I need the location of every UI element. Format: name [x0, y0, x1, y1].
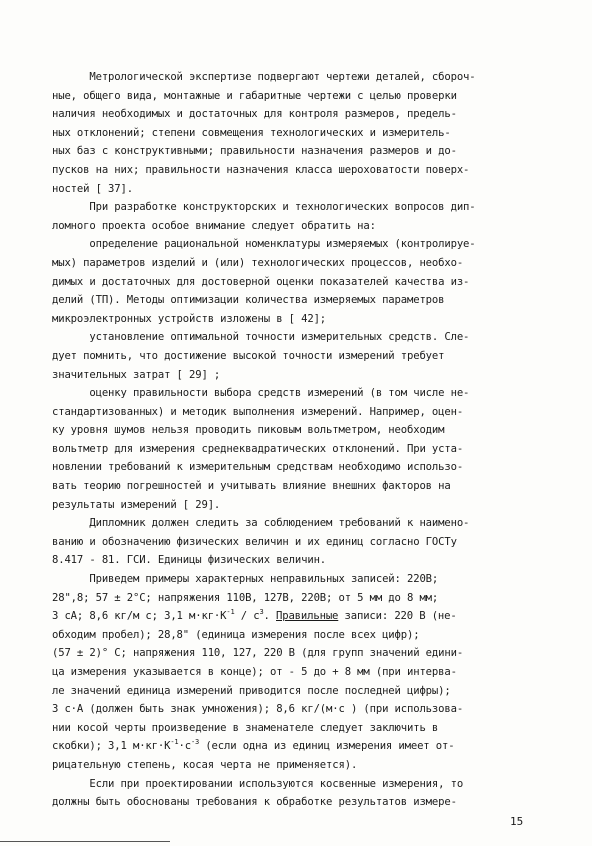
text-line: микроэлектронных устройств изложены в [ 42];: [52, 312, 327, 325]
body-text: [52, 68, 532, 812]
text-line: нии косой черты произведение в знаменателе следует заключить в: [52, 721, 439, 734]
text-line: новлении требований к измерительным средствам необходимо использо-: [52, 461, 464, 474]
text-line: оценку правильности выбора средств измерений (в том числе не-: [52, 387, 470, 400]
text-line: 28",8; 57 ± 2°С; напряжения 110В, 127В, 220В; от 5 мм до 8 мм;: [52, 591, 439, 604]
text-line: делий (ТП). Методы оптимизации количества измеряемых параметров: [52, 294, 445, 307]
text-line: Метрологической экспертизе подвергают чертежи деталей, сбороч-: [52, 71, 476, 83]
text-line: димых и достаточных для достоверной оценки показателей качества из-: [52, 275, 470, 288]
text-line: ле значений единица измерений приводится после последней цифры);: [52, 684, 451, 697]
text-line: определение рациональной номенклатуры измеряемых (контролируе-: [52, 238, 476, 251]
text-line: ных отклонений; степени совмещения технологических и измеритель-: [52, 126, 451, 139]
text-line: вать теорию погрешностей и учитывать влияние внешних факторов на: [52, 480, 451, 493]
text-line: рицательную степень, косая черта не применяется).: [52, 758, 358, 771]
text-line: ванию и обозначению физических величин и их единиц согласно ГОСТу: [52, 535, 457, 548]
text-line: вольтметр для измерения среднеквадратических отклонений. При уста-: [52, 442, 464, 455]
text-line: стандартизованных) и методик выполнения измерений. Например, оцен-: [52, 405, 464, 418]
text-line: При разработке конструкторских и технологических вопросов дип-: [52, 201, 476, 214]
text-line: ломного проекта особое внимание следует обратить на:: [52, 219, 376, 232]
text-line: обходим пробел); 28,8" (единица измерения после всех цифр);: [52, 628, 420, 641]
text-line: ку уровня шумов нельзя проводить пиковым вольтметром, необходим: [52, 424, 445, 437]
text-line: ностей [ 37].: [52, 182, 133, 195]
formula-text: .: [263, 610, 276, 623]
text-line: ца измерения указывается в конце); от - 5 до + 8 мм (при интерва-: [52, 666, 457, 678]
underlined-term: Правильные: [276, 610, 339, 623]
text-line: Дипломник должен следить за соблюдением требований к наимено-: [52, 517, 470, 530]
text-line: 3 с·А (должен быть знак умножения); 8,6 кг/(м·с ) (при использова-: [52, 703, 464, 716]
text-line: Если при проектировании используются косвенные измерения, то: [52, 777, 464, 790]
text-line: мых) параметров изделий и (или) технологических процессов, необхо-: [52, 256, 464, 269]
exponent: 3: [259, 608, 264, 617]
text-line: должны быть обоснованы требования к обработке результатов измере-: [52, 796, 457, 809]
text-line: 8.417 - 81. ГСИ. Единицы физических величин.: [52, 554, 327, 567]
text-line: ных баз с конструктивными; правильности назначения размеров и до-: [52, 145, 457, 158]
text-line: ные, общего вида, монтажные и габаритные чертежи с целью проверки: [52, 89, 457, 102]
exponent: -1: [226, 608, 235, 617]
formula-text: скобки); 3,1 м·кг·К: [52, 740, 171, 753]
text-line: Приведем примеры характерных неправильных записей: 220В;: [52, 573, 439, 586]
text-line: результаты измерений [ 29].: [52, 498, 221, 511]
formula-line: [52, 737, 532, 756]
text-line: значительных затрат [ 29] ;: [52, 368, 221, 381]
formula-text: (если одна из единиц измерения имеет от-: [199, 740, 455, 753]
text-line: (57 ± 2)° С; напряжения 110, 127, 220 В (для групп значений едини-: [52, 647, 464, 660]
exponent: -1: [170, 738, 179, 747]
footer-rule: [0, 841, 170, 842]
formula-text: ·с: [178, 740, 191, 753]
page-number: 15: [510, 815, 524, 828]
text-line: дует помнить, что достижение высокой точности измерений требует: [52, 349, 445, 362]
formula-text: 3 сА; 8,6 кг/м с; 3,1 м·кг·К: [52, 610, 227, 623]
formula-line: [52, 607, 532, 626]
formula-text: записи: 220 В (не-: [338, 610, 457, 623]
text-line: наличия необходимых и достаточных для контроля размеров, предель-: [52, 108, 457, 121]
text-line: пусков на них; правильности назначения класса шероховатости поверх-: [52, 163, 470, 176]
exponent: -3: [190, 738, 200, 747]
text-line: установление оптимальной точности измерительных средств. Сле-: [52, 331, 470, 344]
formula-text: / с: [234, 610, 260, 623]
